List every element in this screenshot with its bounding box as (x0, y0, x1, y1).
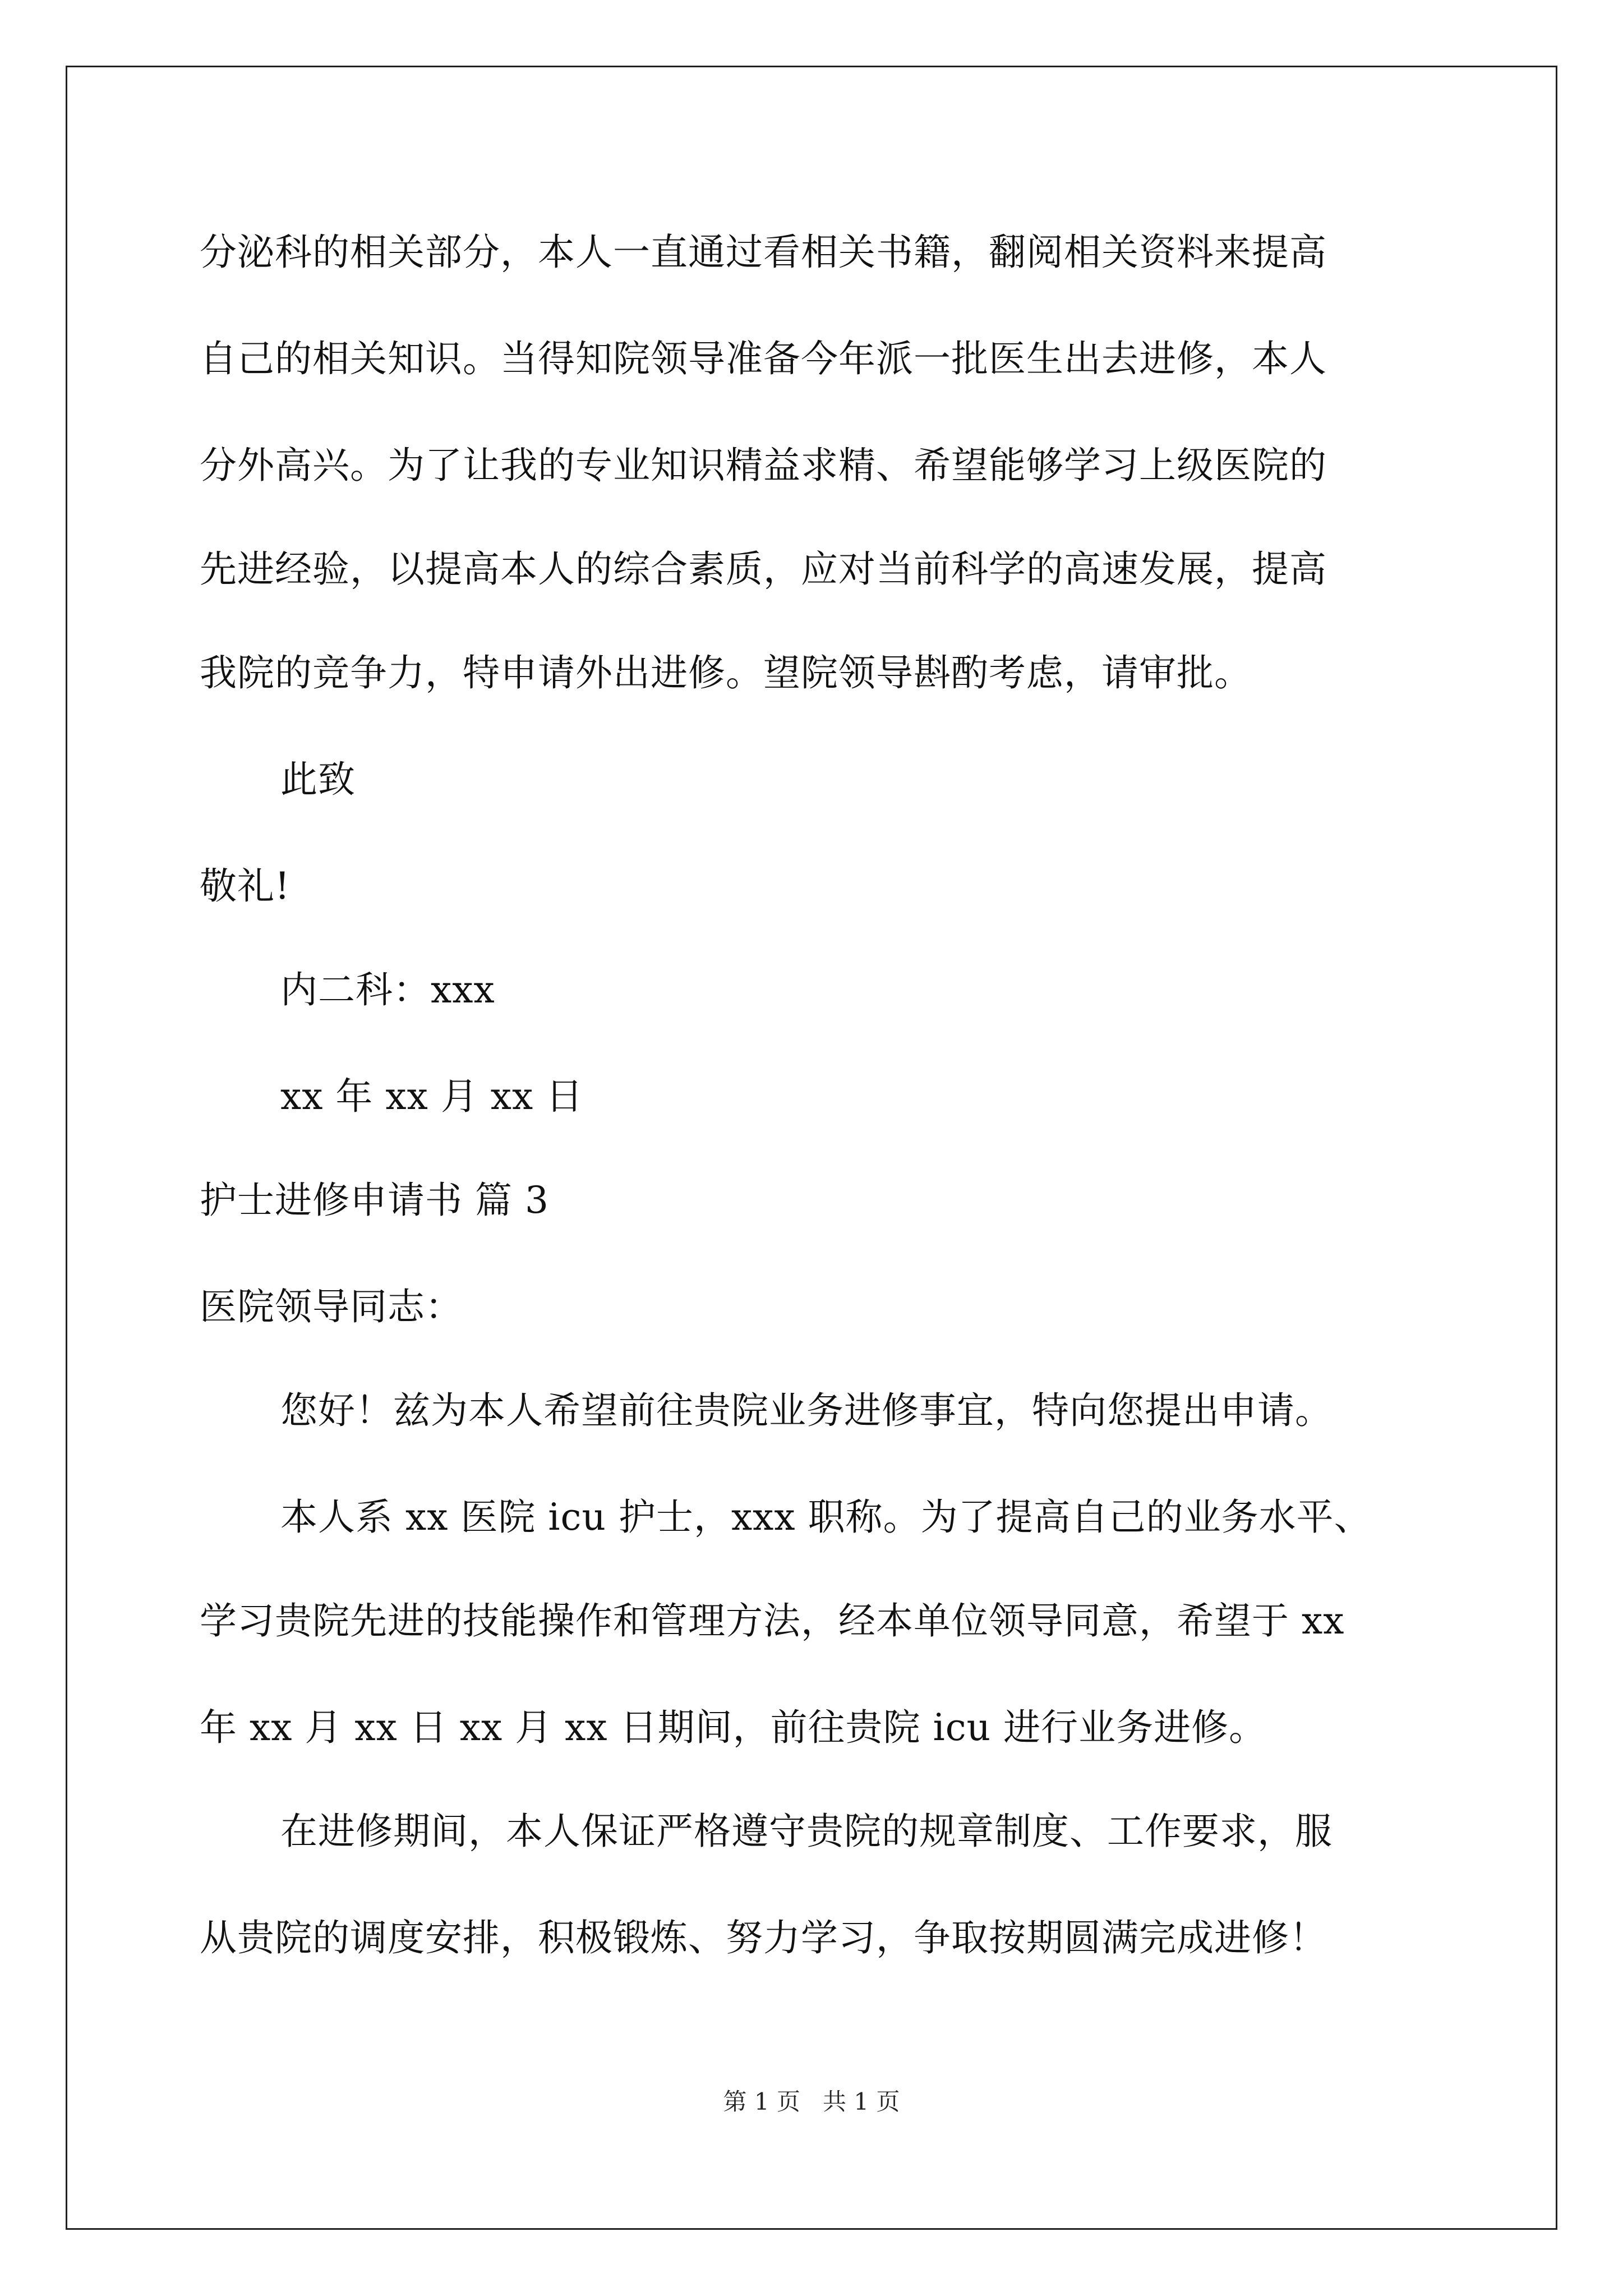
paragraph-line: 本人系 xx 医院 icu 护士，xxx 职称。为了提高自己的业务水平、 (280, 1496, 1372, 1539)
paragraph-line: 年 xx 月 xx 日 xx 月 xx 日期间，前往贵院 icu 进行业务进修。 (200, 1706, 1267, 1749)
paragraph-line: 我院的竞争力，特申请外出进修。望院领导斟酌考虑，请审批。 (200, 651, 1252, 694)
greeting: 医院领导同志： (200, 1285, 463, 1328)
paragraph-line: 您好！兹为本人希望前往贵院业务进修事宜，特向您提出申请。 (280, 1389, 1332, 1432)
signature-date: xx 年 xx 月 xx 日 (280, 1075, 584, 1118)
page-border (66, 66, 1557, 2230)
closing-salutation: 此致 (280, 758, 356, 801)
paragraph-line: 分泌科的相关部分，本人一直通过看相关书籍，翻阅相关资料来提高 (200, 231, 1327, 274)
paragraph-line: 分外高兴。为了让我的专业知识精益求精、希望能够学习上级医院的 (200, 444, 1327, 487)
paragraph-line: 在进修期间，本人保证严格遵守贵院的规章制度、工作要求，服 (280, 1810, 1332, 1853)
signature-department: 内二科：xxx (280, 968, 495, 1011)
paragraph-line: 学习贵院先进的技能操作和管理方法，经本单位领导同意，希望于 xx (200, 1599, 1345, 1642)
section-title: 护士进修申请书 篇 3 (200, 1179, 549, 1222)
paragraph-line: 从贵院的调度安排，积极锻炼、努力学习，争取按期圆满完成进修！ (200, 1916, 1327, 1959)
paragraph-line: 自己的相关知识。当得知院领导准备今年派一批医生出去进修，本人 (200, 337, 1327, 380)
closing-respect: 敬礼! (200, 864, 291, 908)
paragraph-line: 先进经验，以提高本人的综合素质，应对当前科学的高速发展，提高 (200, 547, 1327, 591)
page-number: 第 1 页 共 1 页 (723, 2088, 900, 2115)
